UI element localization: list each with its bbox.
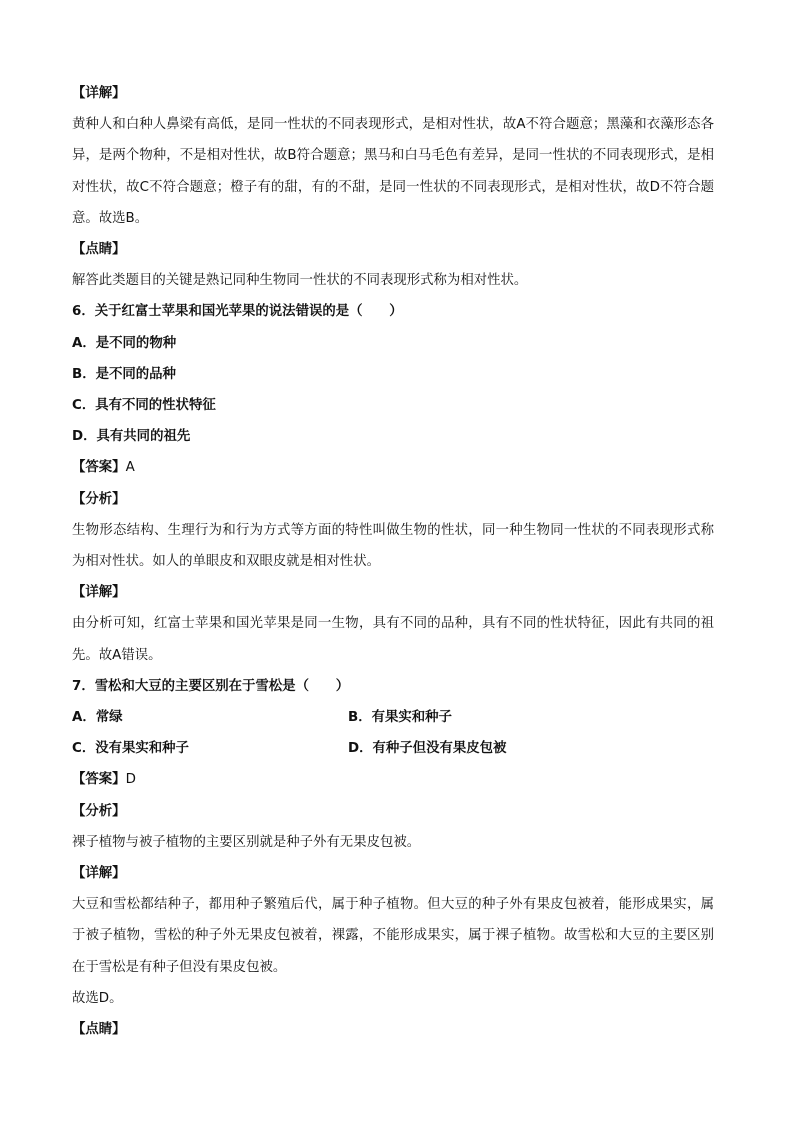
question-7-option-d: D．有种子但没有果皮包被	[348, 741, 507, 757]
question-7-option-b: B．有果实和种子	[348, 710, 452, 726]
answer-label: 【答案】	[72, 460, 126, 476]
detail-text: 由分析可知，红富士苹果和国光苹果是同一生物，具有不同的品种，具有不同的性状特征，因此有共同的祖先。故A错误。	[72, 616, 714, 663]
analysis-label: 【分析】	[72, 491, 126, 507]
point-text: 解答此类题目的关键是熟记同种生物同一性状的不同表现形式称为相对性状。	[72, 273, 528, 289]
question-6-stem: 6．关于红富士苹果和国光苹果的说法错误的是（ ）	[72, 304, 403, 320]
question-6-option-b: B．是不同的品种	[72, 366, 176, 382]
answer-label: 【答案】	[72, 772, 126, 788]
detail-text: 黄种人和白种人鼻梁有高低，是同一性状的不同表现形式，是相对性状，故A不符合题意；黑藻和衣藻形态各异，是两个物种，不是相对性状，故B符合题意；黑马和白马毛色有差异，是同一性状的不同表现形式，是相对性状，故C不符合题意；橙子有的甜，有的不甜，是同一性状的不同表现形式，是相对性状，故D不符合题意。故选B。	[72, 117, 714, 226]
detail-label: 【详解】	[72, 86, 126, 101]
question-6-option-c: C．具有不同的性状特征	[72, 398, 216, 414]
answer-value: A	[125, 460, 135, 476]
question-7-stem: 7．雪松和大豆的主要区别在于雪松是（ ）	[72, 678, 350, 694]
analysis-text: 裸子植物与被子植物的主要区别就是种子外有无果皮包被。	[72, 834, 421, 850]
analysis-text: 生物形态结构、生理行为和行为方式等方面的特性叫做生物的性状，同一种生物同一性状的不同表现形式称为相对性状。如人的单眼皮和双眼皮就是相对性状。	[72, 522, 714, 570]
analysis-label: 【分析】	[72, 803, 126, 819]
question-7-option-a: A．常绿	[72, 710, 123, 726]
question-7-options-row-1	[72, 702, 714, 733]
question-7-answer	[72, 764, 714, 795]
point-label: 【点睛】	[72, 1022, 126, 1038]
question-6-answer	[72, 452, 714, 483]
question-7-options-row-2	[72, 733, 714, 764]
question-6-option-a: A．是不同的物种	[72, 335, 177, 351]
conclusion-text: 故选D。	[72, 990, 123, 1006]
question-6-option-d: D．具有共同的祖先	[72, 429, 191, 445]
detail-label: 【详解】	[72, 585, 126, 601]
detail-text: 大豆和雪松都结种子，都用种子繁殖后代，属于种子植物。但大豆的种子外有果皮包被着，能形成果实，属于被子植物，雪松的种子外无果皮包被着，裸露，不能形成果实，属于裸子植物。故雪松和大豆的主要区别在于雪松是有种子但没有果皮包被。	[72, 897, 714, 975]
question-7-option-c: C．没有果实和种子	[72, 741, 189, 757]
detail-label: 【详解】	[72, 866, 126, 882]
answer-value: D	[125, 772, 136, 788]
point-label: 【点睛】	[72, 242, 126, 258]
